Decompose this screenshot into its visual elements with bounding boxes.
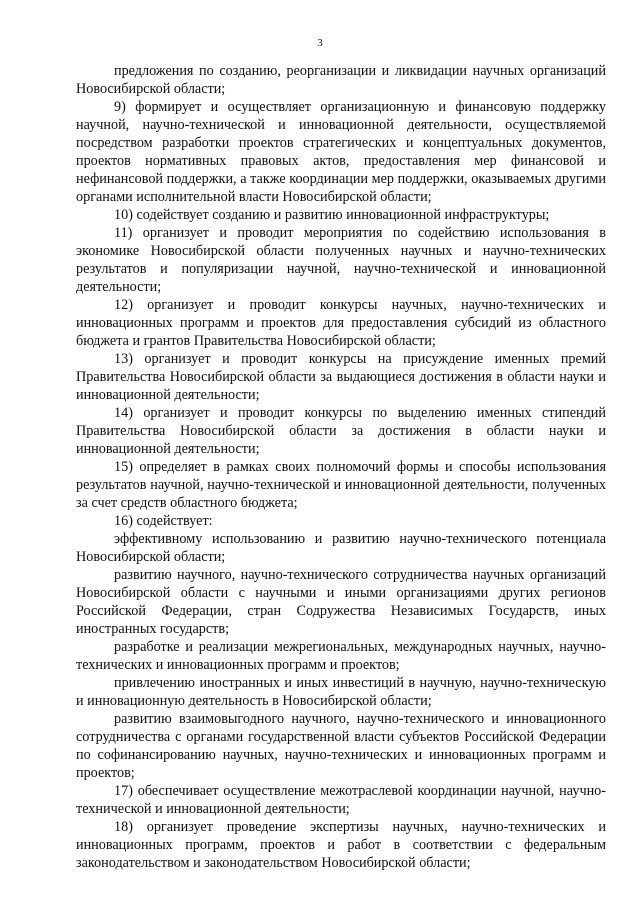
- document-body: [76, 62, 606, 872]
- page-number: 3: [317, 37, 323, 49]
- paragraph: развитию взаимовыгодного научного, научно-технического и инновационного сотрудничества с органами государственной власти субъектов Российской Федерации по софинансированию научных, научно-технических и инновационных программ и проектов;: [76, 711, 606, 781]
- paragraph: разработке и реализации межрегиональных, международных научных, научно-технических и инновационных программ и проектов;: [76, 639, 606, 673]
- paragraph: 11) организует и проводит мероприятия по содействию использования в экономике Новосибирской области полученных научных и научно-технических результатов и популяризации научной, научно-технической и инновационной деятельности;: [76, 225, 606, 295]
- paragraph: 17) обеспечивает осуществление межотраслевой координации научной, научно-технической и инновационной деятельности;: [76, 783, 606, 817]
- paragraph: 13) организует и проводит конкурсы на присуждение именных премий Правительства Новосибирской области за выдающиеся достижения в области науки и инновационной деятельности;: [76, 351, 606, 403]
- paragraph: привлечению иностранных и иных инвестиций в научную, научно-техническую и инновационную деятельность в Новосибирской области;: [76, 675, 606, 709]
- paragraph: предложения по созданию, реорганизации и ликвидации научных организаций Новосибирской области;: [76, 63, 606, 97]
- paragraph: эффективному использованию и развитию научно-технического потенциала Новосибирской области;: [76, 531, 606, 565]
- paragraph: 9) формирует и осуществляет организационную и финансовую поддержку научной, научно-технической и инновационной деятельности, осуществляемой посредством разработки проектов стратегических и концептуальных документов, проектов нормативных правовых актов, предоставления мер финансовой и нефинансовой поддержки, а также координации мер поддержки, оказываемых другими органами исполнительной власти Новосибирской области;: [76, 99, 606, 205]
- paragraph: 10) содействует созданию и развитию инновационной инфраструктуры;: [114, 207, 550, 223]
- paragraph: 12) организует и проводит конкурсы научных, научно-технических и инновационных программ и проектов для предоставления субсидий из областного бюджета и грантов Правительства Новосибирской области;: [76, 297, 606, 349]
- paragraph: 15) определяет в рамках своих полномочий формы и способы использования результатов научной, научно-технической и инновационной деятельности, полученных за счет средств областного бюджета;: [76, 459, 606, 511]
- paragraph: 14) организует и проводит конкурсы по выделению именных стипендий Правительства Новосибирской области за достижения в области науки и инновационной деятельности;: [76, 405, 606, 457]
- paragraph: 16) содействует:: [114, 513, 213, 529]
- paragraph: 18) организует проведение экспертизы научных, научно-технических и инновационных программ, проектов и работ в соответствии с федеральным законодательством и законодательством Новосибирской области;: [76, 819, 606, 871]
- paragraph: развитию научного, научно-технического сотрудничества научных организаций Новосибирской области с научными и иными организациями других регионов Российской Федерации, стран Содружества Независимых Государств, иных иностранных государств;: [76, 567, 606, 637]
